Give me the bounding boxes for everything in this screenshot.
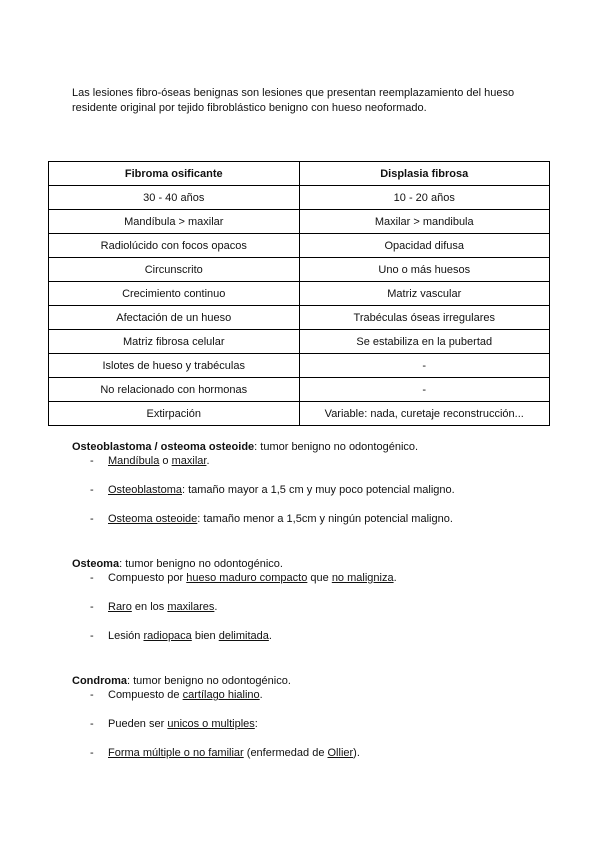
header-fibroma-osificante: Fibroma osificante xyxy=(49,162,300,186)
item-text: Compuesto por xyxy=(108,572,187,584)
table-cell: - xyxy=(299,354,550,378)
list-item xyxy=(72,746,552,760)
table-row xyxy=(49,378,550,402)
table-row xyxy=(49,282,550,306)
dash-bullet: - xyxy=(90,513,94,525)
table-cell: Circunscrito xyxy=(49,258,300,282)
list-item xyxy=(72,571,552,585)
underlined-term: Raro xyxy=(108,601,132,613)
section-title: Osteoma xyxy=(72,558,120,570)
underlined-term: hueso maduro compacto xyxy=(186,572,308,584)
table-row xyxy=(49,186,550,210)
table-row xyxy=(49,402,550,426)
item-text: (enfermedad de xyxy=(243,747,328,759)
underlined-term: Forma múltiple o no familiar xyxy=(108,747,244,759)
table-cell: Radiolúcido con focos opacos xyxy=(49,234,300,258)
list-item xyxy=(72,512,552,526)
list-item xyxy=(72,688,552,702)
table-row xyxy=(49,354,550,378)
table-row xyxy=(49,330,550,354)
table-cell: Se estabiliza en la pubertad xyxy=(299,330,550,354)
item-text: . xyxy=(268,630,272,642)
item-text: o xyxy=(159,455,172,467)
dash-bullet: - xyxy=(90,747,94,759)
list-item xyxy=(72,600,552,614)
item-text: bien xyxy=(191,630,219,642)
list-item xyxy=(72,483,552,497)
item-text: . xyxy=(393,572,397,584)
table-row xyxy=(49,234,550,258)
intro-paragraph: Las lesiones fibro-óseas benignas son lesiones que presentan reemplazamiento del hueso residente original por tejido fibroblástico benigno con hueso neoformado. xyxy=(72,87,515,114)
item-text: . xyxy=(206,455,210,467)
item-text: : tamaño menor a 1,5cm y ningún potencial maligno. xyxy=(197,513,453,525)
item-text: . xyxy=(259,689,263,701)
table-cell: Variable: nada, curetaje reconstrucción... xyxy=(299,402,550,426)
item-text: Pueden ser xyxy=(108,718,168,730)
item-text: . xyxy=(214,601,218,613)
underlined-term: maxilar xyxy=(171,455,207,467)
item-text: en los xyxy=(131,601,168,613)
table-cell: Matriz vascular xyxy=(299,282,550,306)
table-cell: 30 - 40 años xyxy=(49,186,300,210)
table-cell: 10 - 20 años xyxy=(299,186,550,210)
bullet-list xyxy=(72,571,552,643)
section-osteoma xyxy=(72,557,552,643)
item-text: : tamaño mayor a 1,5 cm y muy poco potencial maligno. xyxy=(181,484,455,496)
section-heading xyxy=(72,674,552,688)
dash-bullet: - xyxy=(90,572,94,584)
dash-bullet: - xyxy=(90,630,94,642)
underlined-term: radiopaca xyxy=(143,630,192,642)
underlined-term: cartílago hialino xyxy=(182,689,260,701)
underlined-term: Osteoma osteoide xyxy=(108,513,198,525)
table-cell: Opacidad difusa xyxy=(299,234,550,258)
table-cell: Mandíbula > maxilar xyxy=(49,210,300,234)
underlined-term: delimitada xyxy=(218,630,269,642)
underlined-term: Osteoblastoma xyxy=(108,484,182,496)
item-text: : xyxy=(254,718,258,730)
table-cell: No relacionado con hormonas xyxy=(49,378,300,402)
bullet-list xyxy=(72,454,552,526)
dash-bullet: - xyxy=(90,718,94,730)
underlined-term: maxilares xyxy=(167,601,215,613)
item-text: ). xyxy=(353,747,360,759)
section-description: : tumor benigno no odontogénico. xyxy=(119,558,283,570)
item-text: Compuesto de xyxy=(108,689,183,701)
underlined-term: Mandíbula xyxy=(108,455,160,467)
table-row xyxy=(49,258,550,282)
underlined-term: no maligniza xyxy=(331,572,394,584)
section-condroma xyxy=(72,674,552,760)
dash-bullet: - xyxy=(90,601,94,613)
table-cell: - xyxy=(299,378,550,402)
dash-bullet: - xyxy=(90,455,94,467)
section-heading xyxy=(72,557,552,571)
table-header-row xyxy=(49,162,550,186)
table-cell: Uno o más huesos xyxy=(299,258,550,282)
table-cell: Crecimiento continuo xyxy=(49,282,300,306)
table-cell: Maxilar > mandibula xyxy=(299,210,550,234)
list-item xyxy=(72,717,552,731)
header-displasia-fibrosa: Displasia fibrosa xyxy=(299,162,550,186)
bullet-list xyxy=(72,688,552,760)
underlined-term: unicos o multiples xyxy=(167,718,255,730)
section-description: : tumor benigno no odontogénico. xyxy=(127,675,291,687)
section-osteoblastoma xyxy=(72,440,552,526)
section-title: Condroma xyxy=(72,675,127,687)
table-row xyxy=(49,306,550,330)
table-row xyxy=(49,210,550,234)
comparison-table xyxy=(48,161,550,426)
item-text: que xyxy=(307,572,332,584)
table-cell: Islotes de hueso y trabéculas xyxy=(49,354,300,378)
list-item xyxy=(72,454,552,468)
list-item xyxy=(72,629,552,643)
table-cell: Matriz fibrosa celular xyxy=(49,330,300,354)
table-cell: Trabéculas óseas irregulares xyxy=(299,306,550,330)
dash-bullet: - xyxy=(90,689,94,701)
item-text: Lesión xyxy=(108,630,144,642)
section-description: : tumor benigno no odontogénico. xyxy=(254,441,419,453)
table-cell: Afectación de un hueso xyxy=(49,306,300,330)
section-heading xyxy=(72,440,552,454)
dash-bullet: - xyxy=(90,484,94,496)
table-cell: Extirpación xyxy=(49,402,300,426)
underlined-term: Ollier xyxy=(327,747,354,759)
section-title: Osteoblastoma / osteoma osteoide xyxy=(72,441,255,453)
